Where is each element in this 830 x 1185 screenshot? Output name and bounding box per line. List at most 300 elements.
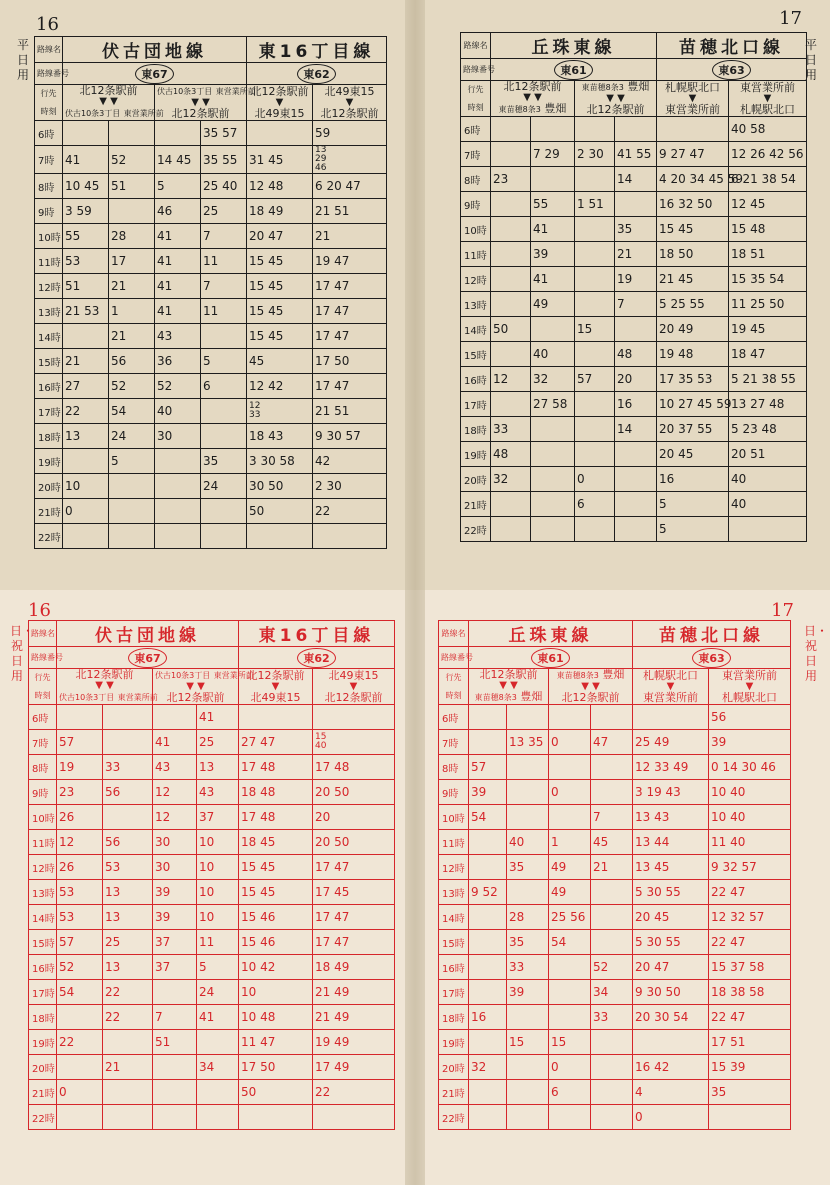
- hour-label: 11時: [461, 242, 491, 267]
- departure-minutes: 11 47: [239, 1030, 313, 1055]
- via-label: 豊畑: [544, 102, 567, 115]
- departure-minutes: 45: [247, 349, 313, 374]
- departure-minutes: 48: [491, 442, 531, 467]
- via-label: 北12条駅前: [171, 107, 230, 120]
- departure-minutes: [103, 730, 153, 755]
- departure-minutes: 12 48: [247, 174, 313, 199]
- departure-minutes: [575, 167, 615, 192]
- departure-minutes: 10: [239, 980, 313, 1005]
- departure-minutes: 25 56: [549, 905, 591, 930]
- hour-label: 22時: [29, 1105, 57, 1130]
- departure-minutes: [155, 499, 201, 524]
- departure-minutes: 10: [197, 855, 239, 880]
- departure-minutes: [469, 1030, 507, 1055]
- departure-minutes: [575, 267, 615, 292]
- departure-minutes: 37: [153, 930, 197, 955]
- departure-minutes: 23: [57, 780, 103, 805]
- departure-minutes: 9 27 47: [657, 142, 729, 167]
- departure-minutes: [109, 499, 155, 524]
- via-label: 北49東15: [250, 690, 301, 704]
- departure-minutes: 1 51: [575, 192, 615, 217]
- destination: [153, 669, 254, 705]
- down-arrow-icon: ▼ ▼: [191, 97, 210, 108]
- hour-row: [35, 249, 387, 274]
- departure-minutes: 51: [109, 174, 155, 199]
- departure-minutes: 0: [549, 1055, 591, 1080]
- departure-minutes: [469, 855, 507, 880]
- departure-minutes: 0: [549, 730, 591, 755]
- via-label: 北12条駅前: [561, 691, 620, 704]
- departure-minutes: 50: [247, 499, 313, 524]
- departure-minutes: 41: [197, 1005, 239, 1030]
- departure-minutes: 17 47: [313, 930, 395, 955]
- departure-minutes: [575, 217, 615, 242]
- departure-minutes: 14 45: [155, 146, 201, 174]
- departure-minutes: 54: [469, 805, 507, 830]
- departure-minutes: 20 50: [313, 830, 395, 855]
- departure-minutes: 35: [201, 449, 247, 474]
- departure-minutes: 21: [63, 349, 109, 374]
- departure-minutes: [549, 705, 591, 730]
- hour-row: [461, 342, 807, 367]
- departure-minutes: 35: [615, 217, 657, 242]
- hour-row: [35, 524, 387, 549]
- down-arrow-icon: ▼: [688, 92, 697, 104]
- hour-label: 17時: [439, 980, 469, 1005]
- departure-minutes: 32: [469, 1055, 507, 1080]
- departure-minutes: 20 45: [633, 905, 709, 930]
- departure-minutes: [575, 342, 615, 367]
- destination-header: 行先 時刻: [29, 669, 57, 705]
- hour-label: 6時: [439, 705, 469, 730]
- departure-minutes: [591, 780, 633, 805]
- departure-minutes: 22: [313, 499, 387, 524]
- departure-minutes: 34: [197, 1055, 239, 1080]
- departure-minutes: 10 48: [239, 1005, 313, 1030]
- hour-row: [461, 367, 807, 392]
- departure-minutes: 13 27 48: [729, 392, 807, 417]
- departure-minutes: 3 30 58: [247, 449, 313, 474]
- route-badge: 東61: [531, 648, 569, 668]
- side-label: 平日用: [804, 38, 817, 82]
- departure-minutes: [469, 1105, 507, 1130]
- destination-label: 伏古10条3丁目: [157, 87, 213, 96]
- destination-label: 東営業所前: [722, 668, 777, 682]
- departure-minutes: 9 30 57: [313, 424, 387, 449]
- departure-minutes: [197, 1105, 239, 1130]
- hour-label: 22時: [439, 1105, 469, 1130]
- departure-minutes: 21 51: [313, 199, 387, 224]
- departure-minutes: [63, 449, 109, 474]
- departure-minutes: 15 45: [247, 274, 313, 299]
- departure-minutes: 59: [313, 121, 387, 146]
- departure-minutes: 20 49: [657, 317, 729, 342]
- departure-minutes: 22: [103, 980, 153, 1005]
- departure-minutes: 17 48: [313, 755, 395, 780]
- departure-minutes: 19 49: [313, 1030, 395, 1055]
- departure-minutes: 53: [63, 249, 109, 274]
- side-label: 平日用: [16, 38, 29, 82]
- departure-minutes: 5: [657, 517, 729, 542]
- departure-minutes: 18 43: [247, 424, 313, 449]
- hour-label: 18時: [461, 417, 491, 442]
- hour-row: [35, 474, 387, 499]
- departure-minutes: [575, 117, 615, 142]
- departure-minutes: 43: [155, 324, 201, 349]
- departure-minutes: 21 49: [313, 980, 395, 1005]
- departure-minutes: 20 51: [729, 442, 807, 467]
- departure-minutes: 20 47: [247, 224, 313, 249]
- departure-minutes: [615, 467, 657, 492]
- destination-label: 北12条駅前: [479, 668, 538, 681]
- departure-minutes: [507, 1055, 549, 1080]
- hour-label: 17時: [29, 980, 57, 1005]
- down-arrow-icon: ▼ ▼: [523, 92, 542, 103]
- departure-minutes: 18 50: [657, 242, 729, 267]
- destination-label: 北12条駅前: [79, 84, 138, 97]
- departure-minutes: 5: [155, 174, 201, 199]
- departure-minutes: 21: [313, 224, 387, 249]
- departure-minutes: 39: [469, 780, 507, 805]
- departure-minutes: [531, 167, 575, 192]
- hour-label: 10時: [439, 805, 469, 830]
- departure-minutes: 18 49: [313, 955, 395, 980]
- via-label: 北12条駅前: [320, 106, 379, 120]
- departure-minutes: 6: [201, 374, 247, 399]
- departure-minutes: 41 55: [615, 142, 657, 167]
- departure-minutes: 17 51: [709, 1030, 791, 1055]
- departure-minutes: [575, 292, 615, 317]
- hour-label: 16時: [461, 367, 491, 392]
- line-name: 伏古団地線: [63, 37, 247, 63]
- hour-row: [29, 980, 395, 1005]
- departure-minutes: 0: [63, 499, 109, 524]
- departure-minutes: 5: [201, 349, 247, 374]
- departure-minutes: [197, 1030, 239, 1055]
- destination-label: 東苗穂8条3: [581, 83, 624, 92]
- departure-minutes: 41: [197, 705, 239, 730]
- departure-minutes: [469, 730, 507, 755]
- departure-minutes: 23: [491, 167, 531, 192]
- departure-minutes: 35 55: [201, 146, 247, 174]
- hour-row: [29, 1080, 395, 1105]
- hour-label: 15時: [29, 930, 57, 955]
- departure-minutes: [469, 705, 507, 730]
- hour-row: [439, 955, 791, 980]
- hour-label: 13時: [439, 880, 469, 905]
- hour-label: 16時: [35, 374, 63, 399]
- hour-row: [29, 930, 395, 955]
- destination: [63, 84, 164, 121]
- departure-minutes: 0: [549, 780, 591, 805]
- departure-minutes: 42: [313, 449, 387, 474]
- departure-minutes: 11: [201, 249, 247, 274]
- departure-minutes: 9 30 50: [633, 980, 709, 1005]
- departure-minutes: 20 45: [657, 442, 729, 467]
- hour-row: [461, 267, 807, 292]
- departure-minutes: 13 35: [507, 730, 549, 755]
- departure-minutes: 43: [197, 780, 239, 805]
- departure-minutes: [507, 755, 549, 780]
- page-16-holiday: [8, 600, 403, 1170]
- hour-row: [439, 1080, 791, 1105]
- departure-minutes: 2 30: [313, 474, 387, 499]
- departure-minutes: [57, 1055, 103, 1080]
- departure-minutes: [591, 1055, 633, 1080]
- departure-minutes: 18 49: [247, 199, 313, 224]
- departure-minutes: [531, 417, 575, 442]
- hour-label: 11時: [35, 249, 63, 274]
- hour-row: [29, 855, 395, 880]
- departure-minutes: 15 39: [709, 1055, 791, 1080]
- departure-minutes: 53: [103, 855, 153, 880]
- hour-row: [29, 1030, 395, 1055]
- departure-minutes: 53: [57, 880, 103, 905]
- departure-minutes: 12 45: [729, 192, 807, 217]
- hour-label: 13時: [29, 880, 57, 905]
- hour-row: [35, 324, 387, 349]
- destination-header: 行先 時刻: [439, 669, 469, 705]
- departure-minutes: 12 26 42 56: [729, 142, 807, 167]
- side-label: 日・祝日用: [804, 624, 829, 683]
- departure-minutes: [201, 524, 247, 549]
- departure-minutes: [633, 705, 709, 730]
- departure-minutes: [507, 1005, 549, 1030]
- hour-row: [439, 880, 791, 905]
- destination-label: 北49東15: [324, 84, 375, 98]
- via-label: 北12条駅前: [166, 691, 225, 704]
- departure-minutes: 21: [103, 1055, 153, 1080]
- departure-minutes: 7: [201, 274, 247, 299]
- departure-minutes: 49: [531, 292, 575, 317]
- departure-minutes: 10: [197, 830, 239, 855]
- hour-label: 12時: [461, 267, 491, 292]
- departure-minutes: [575, 242, 615, 267]
- hour-row: [29, 730, 395, 755]
- departure-minutes: 20: [615, 367, 657, 392]
- hour-label: 9時: [461, 192, 491, 217]
- departure-minutes: 11 40: [709, 830, 791, 855]
- line-name-header: 路線名: [439, 621, 469, 647]
- hour-row: [439, 905, 791, 930]
- destination: [709, 669, 791, 705]
- departure-minutes: 25 40: [201, 174, 247, 199]
- departure-minutes: 33: [491, 417, 531, 442]
- departure-minutes: 11 25 50: [729, 292, 807, 317]
- departure-minutes: 39: [531, 242, 575, 267]
- hour-row: [35, 224, 387, 249]
- route-badge: 東67: [135, 64, 173, 84]
- down-arrow-icon: ▼ ▼: [581, 681, 600, 692]
- departure-minutes: [469, 830, 507, 855]
- destination: [313, 669, 395, 705]
- departure-minutes: 47: [591, 730, 633, 755]
- departure-minutes: [153, 1055, 197, 1080]
- departure-minutes: [591, 1080, 633, 1105]
- departure-minutes: 39: [709, 730, 791, 755]
- departure-minutes: 5: [197, 955, 239, 980]
- hour-label: 8時: [461, 167, 491, 192]
- departure-minutes: 17 47: [313, 374, 387, 399]
- departure-minutes: [491, 392, 531, 417]
- departure-minutes: 0 14 30 46: [709, 755, 791, 780]
- departure-minutes: [103, 805, 153, 830]
- hour-label: 21時: [29, 1080, 57, 1105]
- via-label: 東営業所前: [643, 690, 698, 704]
- departure-minutes: 5 21 38 55: [729, 367, 807, 392]
- line-name: 伏古団地線: [57, 621, 239, 647]
- hour-row: [461, 167, 807, 192]
- departure-minutes: [313, 1105, 395, 1130]
- departure-minutes: [63, 324, 109, 349]
- departure-minutes: 39: [153, 880, 197, 905]
- hour-row: [35, 199, 387, 224]
- departure-minutes: [615, 442, 657, 467]
- departure-minutes: 16 42: [633, 1055, 709, 1080]
- departure-minutes: 22: [313, 1080, 395, 1105]
- hour-row: [29, 1005, 395, 1030]
- departure-minutes: 9 32 57: [709, 855, 791, 880]
- departure-minutes: 10 40: [709, 780, 791, 805]
- destination-label: 東営業所前: [740, 80, 795, 94]
- down-arrow-icon: ▼ ▼: [99, 96, 118, 107]
- hour-label: 15時: [439, 930, 469, 955]
- departure-minutes: 28: [109, 224, 155, 249]
- departure-minutes: 17 48: [239, 805, 313, 830]
- departure-minutes: [657, 117, 729, 142]
- departure-minutes: 13: [63, 424, 109, 449]
- departure-minutes: 56: [103, 780, 153, 805]
- departure-minutes: 17 47: [313, 905, 395, 930]
- hour-label: 14時: [29, 905, 57, 930]
- departure-minutes: [531, 492, 575, 517]
- via-label: 札幌駅北口: [722, 690, 777, 704]
- hour-row: [35, 146, 387, 174]
- departure-minutes: 22 47: [709, 880, 791, 905]
- hour-label: 18時: [35, 424, 63, 449]
- departure-minutes: [549, 755, 591, 780]
- destination-label: 北12条駅前: [503, 80, 562, 93]
- departure-minutes: 3 19 43: [633, 780, 709, 805]
- departure-minutes: 52: [109, 146, 155, 174]
- departure-minutes: 21 45: [657, 267, 729, 292]
- departure-minutes: 41: [153, 730, 197, 755]
- departure-minutes: 40: [155, 399, 201, 424]
- departure-minutes: 5: [109, 449, 155, 474]
- via-label: 東苗穂8条3: [498, 105, 541, 114]
- hour-row: [461, 242, 807, 267]
- hour-label: 12時: [29, 855, 57, 880]
- page-16-weekday: [14, 14, 406, 574]
- departure-minutes: 19 45: [729, 317, 807, 342]
- departure-minutes: [469, 1080, 507, 1105]
- destination: [313, 85, 387, 121]
- route-badge: 東67: [128, 648, 166, 668]
- hour-row: [29, 1105, 395, 1130]
- destination-header: 行先 時刻: [461, 81, 491, 117]
- hour-row: [29, 705, 395, 730]
- departure-minutes: [197, 1080, 239, 1105]
- down-arrow-icon: ▼ ▼: [186, 681, 205, 692]
- departure-minutes: 16: [657, 467, 729, 492]
- departure-minutes: [103, 1030, 153, 1055]
- page-number: 16: [36, 14, 59, 35]
- hour-label: 7時: [439, 730, 469, 755]
- departure-minutes: [155, 524, 201, 549]
- departure-minutes: [201, 324, 247, 349]
- destination: [155, 85, 256, 121]
- destination-label: 北12条駅前: [246, 668, 305, 682]
- departure-minutes: [591, 705, 633, 730]
- hour-label: 11時: [439, 830, 469, 855]
- departure-minutes: [531, 117, 575, 142]
- departure-minutes: 30: [155, 424, 201, 449]
- destination: [491, 81, 575, 117]
- departure-minutes: 15: [507, 1030, 549, 1055]
- hour-row: [439, 1030, 791, 1055]
- hour-label: 13時: [35, 299, 63, 324]
- hour-label: 21時: [439, 1080, 469, 1105]
- departure-minutes: 11: [201, 299, 247, 324]
- destination: [247, 85, 313, 121]
- departure-minutes: 50: [491, 317, 531, 342]
- destination-label: 北49東15: [328, 668, 379, 682]
- destination: [633, 669, 709, 705]
- hour-label: 19時: [35, 449, 63, 474]
- hour-label: 8時: [35, 174, 63, 199]
- departure-minutes: 17 50: [239, 1055, 313, 1080]
- line-name: 丘珠東線: [469, 621, 633, 647]
- departure-minutes: 25: [103, 930, 153, 955]
- departure-minutes: 12 33 49: [633, 755, 709, 780]
- departure-minutes: [109, 524, 155, 549]
- hour-label: 7時: [29, 730, 57, 755]
- departure-minutes: [155, 474, 201, 499]
- departure-minutes: 49: [549, 880, 591, 905]
- departure-minutes: 52: [109, 374, 155, 399]
- hour-row: [35, 349, 387, 374]
- hour-label: 21時: [35, 499, 63, 524]
- departure-minutes: 51: [153, 1030, 197, 1055]
- departure-minutes: 45: [591, 830, 633, 855]
- departure-minutes: 41: [531, 267, 575, 292]
- departure-minutes: [313, 705, 395, 730]
- departure-minutes: 15 40: [313, 730, 395, 755]
- departure-minutes: 53: [57, 905, 103, 930]
- departure-minutes: [491, 292, 531, 317]
- destination-label: 東営業所前: [215, 87, 256, 96]
- departure-minutes: 37: [197, 805, 239, 830]
- departure-minutes: 41: [155, 299, 201, 324]
- departure-minutes: 12 33: [247, 399, 313, 424]
- departure-minutes: 17 49: [313, 1055, 395, 1080]
- hour-row: [439, 830, 791, 855]
- hour-row: [29, 830, 395, 855]
- page-number: 17: [779, 8, 802, 29]
- via-label: 北49東15: [254, 106, 305, 120]
- page-number: 16: [28, 600, 51, 621]
- hour-label: 6時: [29, 705, 57, 730]
- departure-minutes: [491, 217, 531, 242]
- departure-minutes: 30 50: [247, 474, 313, 499]
- departure-minutes: 57: [57, 930, 103, 955]
- via-label: 伏古10条3丁目: [59, 693, 115, 702]
- hour-label: 8時: [439, 755, 469, 780]
- departure-minutes: 0: [633, 1105, 709, 1130]
- hour-label: 14時: [35, 324, 63, 349]
- destination: [657, 81, 729, 117]
- departure-minutes: 4: [633, 1080, 709, 1105]
